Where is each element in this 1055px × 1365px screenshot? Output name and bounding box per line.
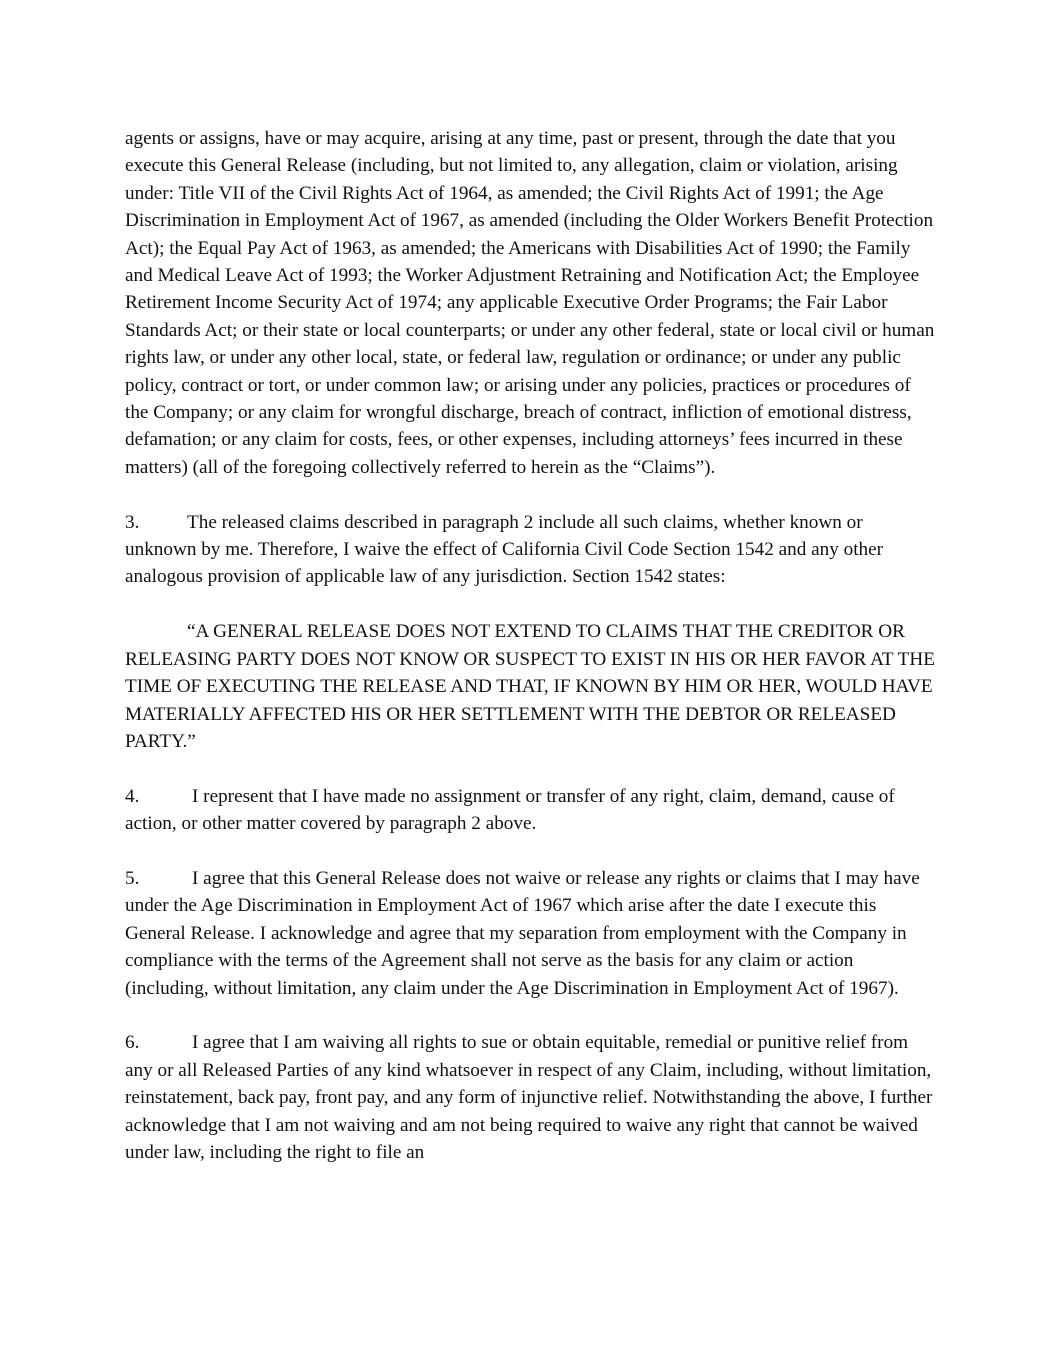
paragraph-6: [125, 1029, 935, 1166]
paragraph-claims-continuation: [125, 125, 935, 481]
paragraph-number: 6.: [125, 1032, 140, 1054]
paragraph-4: [125, 783, 935, 838]
paragraph-number: 5.: [125, 867, 140, 889]
paragraph-number: 3.: [125, 511, 140, 533]
quote-text: “A GENERAL RELEASE DOES NOT EXTEND TO CLAIMS THAT THE CREDITOR OR RELEASING PARTY DOES NOT KNOW OR SUSPECT TO EXIST IN HIS OR HER FAVOR AT THE TIME OF EXECUTING THE RELEASE AND THAT, IF KNOWN BY HIM OR HER, WOULD HAVE MATERIALLY AFFECTED HIS OR HER SETTLEMENT WITH THE DEBTOR OR RELEASED PARTY.”: [125, 621, 935, 752]
document-body: [125, 125, 935, 1166]
paragraph-text: agents or assigns, have or may acquire, arising at any time, past or present, through the date that you execute this General Release (including, but not limited to, any allegation, claim or violation, arising under: Title VII of the Civil Rights Act of 1964, as amended; the Civil Rights Act of 1991; the Age Discrimination in Employment Act of 1967, as amended (including the Older Workers Benefit Protection Act); the Equal Pay Act of 1963, as amended; the Americans with Disabilities Act of 1990; the Family and Medical Leave Act of 1993; the Worker Adjustment Retraining and Notification Act; the Employee Retirement Income Security Act of 1974; any applicable Executive Order Programs; the Fair Labor Standards Act; or their state or local counterparts; or under any other federal, state or local civil or human rights law, or under any other local, state, or federal law, regulation or ordinance; or under any public policy, contract or tort, or under common law; or arising under any policies, practices or procedures of the Company; or any claim for wrongful discharge, breach of contract, infliction of emotional distress, defamation; or any claim for costs, fees, or other expenses, including attorneys’ fees incurred in these matters) (all of the foregoing collectively referred to herein as the “Claims”).: [125, 128, 935, 478]
paragraph-text: I agree that I am waiving all rights to sue or obtain equitable, remedial or punitive relief from any or all Released Parties of any kind whatsoever in respect of any Claim, including, without limitation, reinstatement, back pay, front pay, and any form of injunctive relief. Notwithstanding the above, I further acknowledge that I am not waiving and am not being required to waive any right that cannot be waived under law, including the right to file an: [125, 1032, 933, 1163]
paragraph-3: [125, 509, 935, 591]
paragraph-text: The released claims described in paragraph 2 include all such claims, whether known or unknown by me. Therefore, I waive the effect of California Civil Code Section 1542 and any other analogous provision of applicable law of any jurisdiction. Section 1542 states:: [125, 511, 884, 588]
paragraph-number: 4.: [125, 785, 140, 807]
paragraph-text: I represent that I have made no assignment or transfer of any right, claim, demand, cause of action, or other matter covered by paragraph 2 above.: [125, 785, 895, 835]
paragraph-text: I agree that this General Release does not waive or release any rights or claims that I may have under the Age Discrimination in Employment Act of 1967 which arise after the date I execute this General Release. I acknowledge and agree that my separation from employment with the Company in compliance with the terms of the Agreement shall not serve as the basis for any claim or action (including, without limitation, any claim under the Age Discrimination in Employment Act of 1967).: [125, 867, 920, 999]
paragraph-5: [125, 865, 935, 1002]
section-1542-quote: [125, 618, 935, 755]
